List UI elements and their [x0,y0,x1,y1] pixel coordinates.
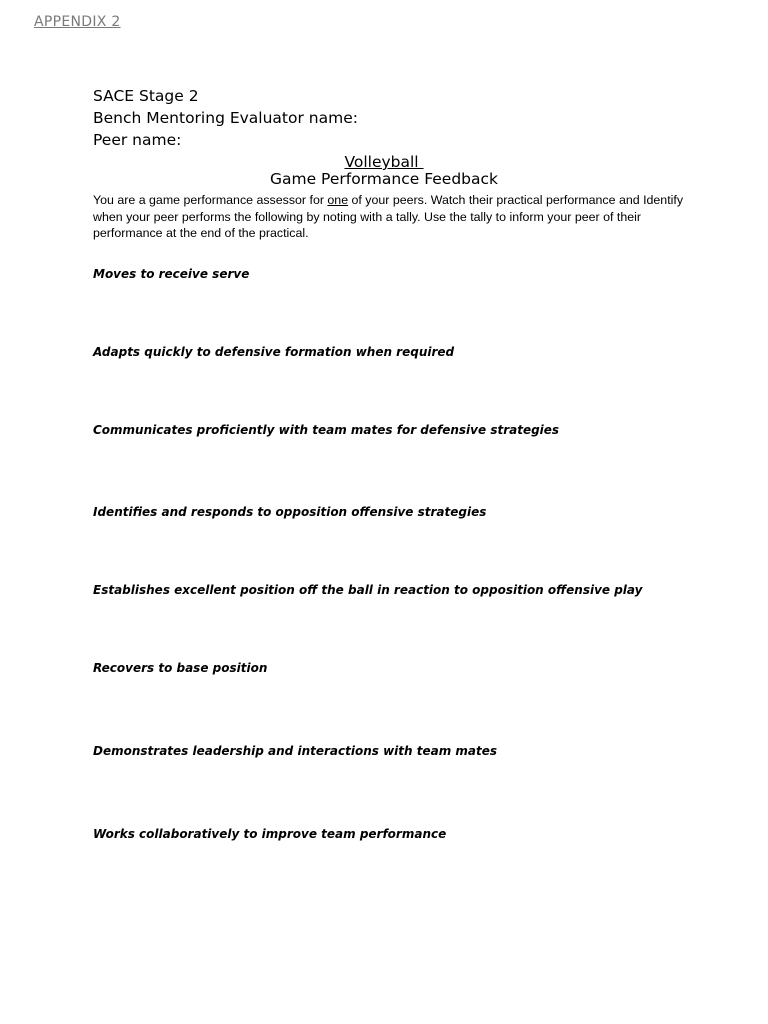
criterion-adapts-defensive-formation: Adapts quickly to defensive formation when required [93,345,455,359]
appendix-label: APPENDIX 2 [34,14,121,30]
criterion-communicates-defensive: Communicates proficiently with team mates for defensive strategies [93,423,560,437]
criterion-establishes-position: Establishes excellent position off the ball in reaction to opposition offensive play [93,583,643,597]
title-feedback: Game Performance Feedback [269,170,499,188]
criterion-collaboration: Works collaboratively to improve team performance [93,827,447,841]
title-sport-text: Volleyball [344,153,424,171]
intro-text-end: of your peers. Watch their practical performance and Identify when your peer performs the following by noting with a tally. Use the tally to inform your peer of their performance at the end of the practical. [93,193,684,240]
criterion-recovers-base: Recovers to base position [93,661,268,675]
intro-paragraph [93,192,693,242]
header-evaluator-name: Bench Mentoring Evaluator name: [93,109,358,127]
header-peer-name: Peer name: [93,131,182,149]
title-sport [0,153,768,171]
criterion-moves-to-receive-serve: Moves to receive serve [93,267,250,281]
criterion-leadership: Demonstrates leadership and interactions with team mates [93,744,497,758]
intro-text-start: You are a game performance assessor for [93,193,328,207]
intro-emphasis: one [327,193,349,207]
criterion-identifies-offensive: Identifies and responds to opposition offensive strategies [93,505,487,519]
header-course: SACE Stage 2 [93,87,199,105]
